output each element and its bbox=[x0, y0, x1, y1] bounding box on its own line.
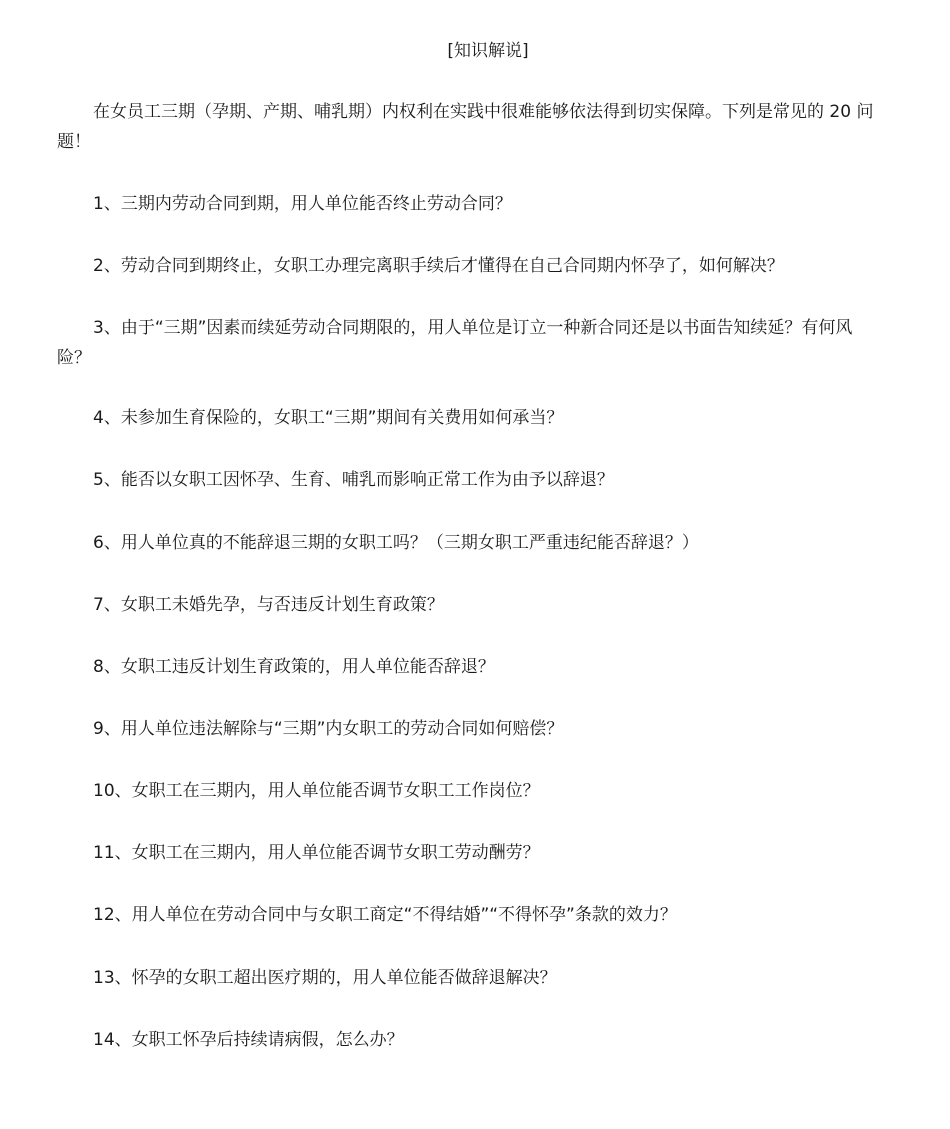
question-item: 2、劳动合同到期终止，女职工办理完离职手续后才懂得在自己合同期内怀孕了，如何解决？ bbox=[93, 256, 784, 276]
question-item: 14、女职工怀孕后持续请病假，怎么办？ bbox=[93, 1030, 404, 1050]
question-item: 7、女职工未婚先孕，与否违反计划生育政策？ bbox=[93, 595, 444, 615]
question-item: 1、三期内劳动合同到期，用人单位能否终止劳动合同？ bbox=[93, 194, 512, 214]
question-item: 4、未参加生育保险的，女职工“三期”期间有关费用如何承当？ bbox=[93, 408, 564, 428]
question-item: 9、用人单位违法解除与“三期”内女职工的劳动合同如何赔偿？ bbox=[93, 719, 564, 739]
question-item: 8、女职工违反计划生育政策的，用人单位能否辞退？ bbox=[93, 657, 495, 677]
question-item: 6、用人单位真的不能辞退三期的女职工吗？（三期女职工严重违纪能否辞退？） bbox=[93, 533, 699, 553]
question-item: 12、用人单位在劳动合同中与女职工商定“不得结婚”“不得怀孕”条款的效力？ bbox=[93, 905, 677, 925]
document-title: [知识解说] bbox=[447, 41, 529, 61]
question-item: 11、女职工在三期内，用人单位能否调节女职工劳动酬劳？ bbox=[93, 843, 540, 863]
question-item: 13、怀孕的女职工超出医疗期的，用人单位能否做辞退解决？ bbox=[93, 968, 557, 988]
question-item: 3、由于“三期”因素而续延劳动合同期限的，用人单位是订立一种新合同还是以书面告知续延？有何风险？ bbox=[57, 318, 853, 368]
question-item: 5、能否以女职工因怀孕、生育、哺乳而影响正常工作为由予以辞退？ bbox=[93, 470, 614, 490]
question-item: 10、女职工在三期内，用人单位能否调节女职工工作岗位？ bbox=[93, 781, 540, 801]
intro-paragraph: 在女员工三期（孕期、产期、哺乳期）内权利在实践中很难能够依法得到切实保障。下列是常见的 20 问题！ bbox=[57, 102, 874, 152]
